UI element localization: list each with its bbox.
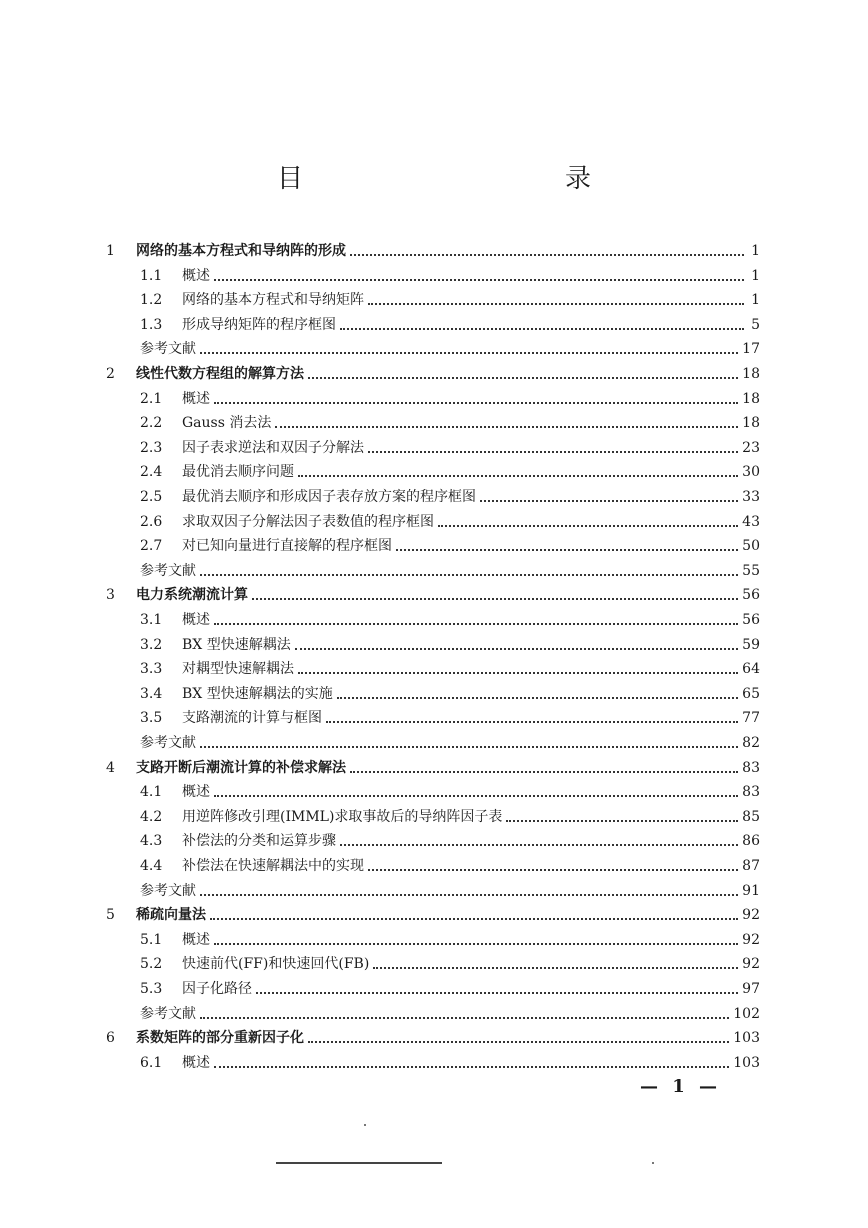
toc-section-entry xyxy=(140,482,760,506)
section-number: 1.1 xyxy=(140,267,163,284)
dot-leader xyxy=(298,671,738,674)
entry-title: 网络的基本方程式和导纳矩阵 xyxy=(182,292,364,309)
entry-page-number: 18 xyxy=(742,390,760,407)
section-number: 3.1 xyxy=(140,612,163,628)
dot-leader xyxy=(396,548,738,551)
entry-page-number: 65 xyxy=(742,685,760,702)
dot-leader xyxy=(298,474,738,477)
scan-artifact-line xyxy=(276,1162,442,1164)
dot-leader xyxy=(480,499,738,502)
entry-title: 电力系统潮流计算 xyxy=(136,587,248,604)
entry-title: 补偿法在快速解耦法中的实现 xyxy=(182,858,364,874)
dot-leader xyxy=(275,425,738,428)
section-number: 5.1 xyxy=(140,931,163,948)
entry-page-number: 85 xyxy=(742,808,760,825)
section-number: 3.3 xyxy=(140,661,163,678)
dot-leader xyxy=(438,524,738,527)
entry-title: 参考文献 xyxy=(140,735,196,751)
chapter-number: 5 xyxy=(106,907,115,924)
toc-section-entry xyxy=(140,949,760,973)
entry-title: 用逆阵修改引理(IMML)求取事故后的导纳阵因子表 xyxy=(182,808,503,825)
entry-title: 系数矩阵的部分重新因子化 xyxy=(136,1030,304,1047)
dot-leader xyxy=(337,696,738,699)
entry-page-number: 5 xyxy=(751,316,760,333)
entry-page-number: 50 xyxy=(742,538,760,555)
entry-title: 概述 xyxy=(182,390,210,407)
toc-chapter-entry xyxy=(106,1023,760,1047)
entry-title: 求取双因子分解法因子表数值的程序框图 xyxy=(182,513,434,530)
dot-leader xyxy=(200,573,738,576)
entry-page-number: 1 xyxy=(751,292,760,309)
toc-section-entry xyxy=(140,777,760,801)
entry-title: 参考文献 xyxy=(140,882,196,899)
section-number: 2.2 xyxy=(140,415,163,432)
toc-section-entry xyxy=(140,384,760,408)
toc-section-entry xyxy=(140,802,760,826)
section-number: 2.4 xyxy=(140,464,163,481)
entry-page-number: 83 xyxy=(742,759,760,776)
section-number: 3.5 xyxy=(140,710,163,727)
dot-leader xyxy=(340,327,744,330)
entry-title: 概述 xyxy=(182,931,210,948)
page-number-footer: — 1 — xyxy=(640,1076,722,1097)
chapter-number: 3 xyxy=(106,587,115,604)
toc-section-entry xyxy=(140,261,760,285)
toc-section-entry xyxy=(140,1048,760,1072)
entry-title: 线性代数方程组的解算方法 xyxy=(136,366,304,382)
entry-page-number: 1 xyxy=(751,267,760,284)
entry-title: 支路开断后潮流计算的补偿求解法 xyxy=(136,759,346,776)
dot-leader xyxy=(214,1065,729,1068)
section-number: 1.3 xyxy=(140,316,163,333)
section-number: 2.1 xyxy=(140,390,163,407)
toc-section-entry xyxy=(140,851,760,875)
section-number: 1.2 xyxy=(140,292,163,309)
toc-chapter-entry xyxy=(106,580,760,604)
scan-artifact-dot xyxy=(652,1162,654,1164)
entry-title: 形成导纳矩阵的程序框图 xyxy=(182,316,336,333)
toc-section-entry xyxy=(140,703,760,727)
dot-leader xyxy=(506,819,738,822)
toc-section-entry xyxy=(140,310,760,334)
dot-leader xyxy=(295,647,738,650)
dot-leader xyxy=(252,597,738,600)
toc-section-entry xyxy=(140,654,760,678)
dot-leader xyxy=(256,991,738,994)
dot-leader xyxy=(214,401,738,404)
toc-section-entry xyxy=(140,630,760,654)
dot-leader xyxy=(210,917,738,920)
entry-title: 概述 xyxy=(182,784,210,801)
dot-leader xyxy=(368,450,738,453)
entry-title: 补偿法的分类和运算步骤 xyxy=(182,833,336,850)
entry-title: 最优消去顺序和形成因子表存放方案的程序框图 xyxy=(182,489,476,505)
toc-section-entry xyxy=(140,605,760,629)
entry-title: BX 型快速解耦法的实施 xyxy=(182,685,333,702)
dot-leader xyxy=(373,966,738,969)
dot-leader xyxy=(368,302,744,305)
entry-page-number: 43 xyxy=(742,513,760,530)
entry-page-number: 97 xyxy=(742,981,760,997)
toc-section-entry xyxy=(140,974,760,998)
entry-title: Gauss 消去法 xyxy=(182,415,272,432)
entry-title: 快速前代(FF)和快速回代(FB) xyxy=(182,956,370,973)
dot-leader xyxy=(214,794,738,797)
chapter-number: 6 xyxy=(106,1030,115,1047)
section-number: 3.2 xyxy=(140,636,163,653)
section-number: 4.2 xyxy=(140,808,163,825)
entry-page-number: 56 xyxy=(742,587,760,604)
toc-chapter-entry xyxy=(106,753,760,777)
toc-section-entry xyxy=(140,433,760,457)
toc-section-entry xyxy=(140,457,760,481)
dot-leader xyxy=(308,1040,729,1043)
dot-leader xyxy=(200,893,738,896)
entry-page-number: 18 xyxy=(742,366,760,382)
toc-references-entry xyxy=(140,999,760,1023)
toc-section-entry xyxy=(140,925,760,949)
entry-title: 概述 xyxy=(182,612,210,628)
entry-page-number: 1 xyxy=(751,243,760,259)
toc-chapter-entry xyxy=(106,236,760,260)
toc-references-entry xyxy=(140,876,760,900)
section-number: 4.4 xyxy=(140,858,163,874)
dot-leader xyxy=(368,868,738,871)
entry-page-number: 86 xyxy=(742,833,760,850)
entry-page-number: 55 xyxy=(742,562,760,579)
entry-page-number: 103 xyxy=(733,1030,760,1047)
toc-section-entry xyxy=(140,285,760,309)
entry-page-number: 59 xyxy=(742,636,760,653)
page-title: 目 录 xyxy=(276,164,661,194)
dot-leader xyxy=(200,1016,729,1019)
scan-artifact-dot xyxy=(364,1124,366,1126)
chapter-number: 1 xyxy=(106,243,115,259)
entry-page-number: 77 xyxy=(742,710,760,727)
section-number: 2.5 xyxy=(140,489,163,505)
entry-page-number: 103 xyxy=(733,1054,760,1071)
chapter-number: 4 xyxy=(106,759,115,776)
dot-leader xyxy=(214,622,738,625)
entry-title: 参考文献 xyxy=(140,1005,196,1022)
dot-leader xyxy=(308,376,738,379)
entry-page-number: 92 xyxy=(742,956,760,973)
dot-leader xyxy=(350,253,744,256)
entry-page-number: 83 xyxy=(742,784,760,801)
entry-page-number: 30 xyxy=(742,464,760,481)
entry-title: 概述 xyxy=(182,1054,210,1071)
dot-leader xyxy=(214,278,744,281)
entry-title: 因子化路径 xyxy=(182,981,252,997)
toc-section-entry xyxy=(140,826,760,850)
section-number: 3.4 xyxy=(140,685,163,702)
entry-page-number: 102 xyxy=(733,1005,760,1022)
entry-page-number: 33 xyxy=(742,489,760,505)
entry-title: 概述 xyxy=(182,267,210,284)
entry-page-number: 17 xyxy=(742,341,760,358)
section-number: 4.3 xyxy=(140,833,163,850)
toc-references-entry xyxy=(140,334,760,358)
dot-leader xyxy=(200,745,738,748)
toc-section-entry xyxy=(140,408,760,432)
section-number: 5.3 xyxy=(140,981,163,997)
section-number: 5.2 xyxy=(140,956,163,973)
entry-title: 对已知向量进行直接解的程序框图 xyxy=(182,538,392,555)
entry-page-number: 82 xyxy=(742,735,760,751)
section-number: 4.1 xyxy=(140,784,163,801)
dot-leader xyxy=(214,942,738,945)
entry-title: 参考文献 xyxy=(140,341,196,358)
entry-page-number: 92 xyxy=(742,931,760,948)
toc-chapter-entry xyxy=(106,359,760,383)
entry-page-number: 23 xyxy=(742,439,760,456)
entry-title: BX 型快速解耦法 xyxy=(182,636,291,653)
section-number: 2.3 xyxy=(140,439,163,456)
section-number: 2.6 xyxy=(140,513,163,530)
entry-title: 参考文献 xyxy=(140,562,196,579)
entry-page-number: 56 xyxy=(742,612,760,628)
section-number: 6.1 xyxy=(140,1054,163,1071)
dot-leader xyxy=(350,770,738,773)
entry-title: 最优消去顺序问题 xyxy=(182,464,294,481)
toc-chapter-entry xyxy=(106,900,760,924)
entry-page-number: 87 xyxy=(742,858,760,874)
toc-section-entry xyxy=(140,507,760,531)
dot-leader xyxy=(340,843,738,846)
entry-page-number: 92 xyxy=(742,907,760,924)
entry-page-number: 91 xyxy=(742,882,760,899)
section-number: 2.7 xyxy=(140,538,163,555)
entry-title: 稀疏向量法 xyxy=(136,907,206,924)
entry-title: 对耦型快速解耦法 xyxy=(182,661,294,678)
toc-section-entry xyxy=(140,531,760,555)
dot-leader xyxy=(326,720,738,723)
entry-title: 支路潮流的计算与框图 xyxy=(182,710,322,727)
toc-section-entry xyxy=(140,679,760,703)
entry-title: 因子表求逆法和双因子分解法 xyxy=(182,439,364,456)
entry-title: 网络的基本方程式和导纳阵的形成 xyxy=(136,243,346,259)
dot-leader xyxy=(200,351,738,354)
chapter-number: 2 xyxy=(106,366,115,382)
entry-page-number: 64 xyxy=(742,661,760,678)
toc-references-entry xyxy=(140,728,760,752)
toc-references-entry xyxy=(140,556,760,580)
entry-page-number: 18 xyxy=(742,415,760,432)
